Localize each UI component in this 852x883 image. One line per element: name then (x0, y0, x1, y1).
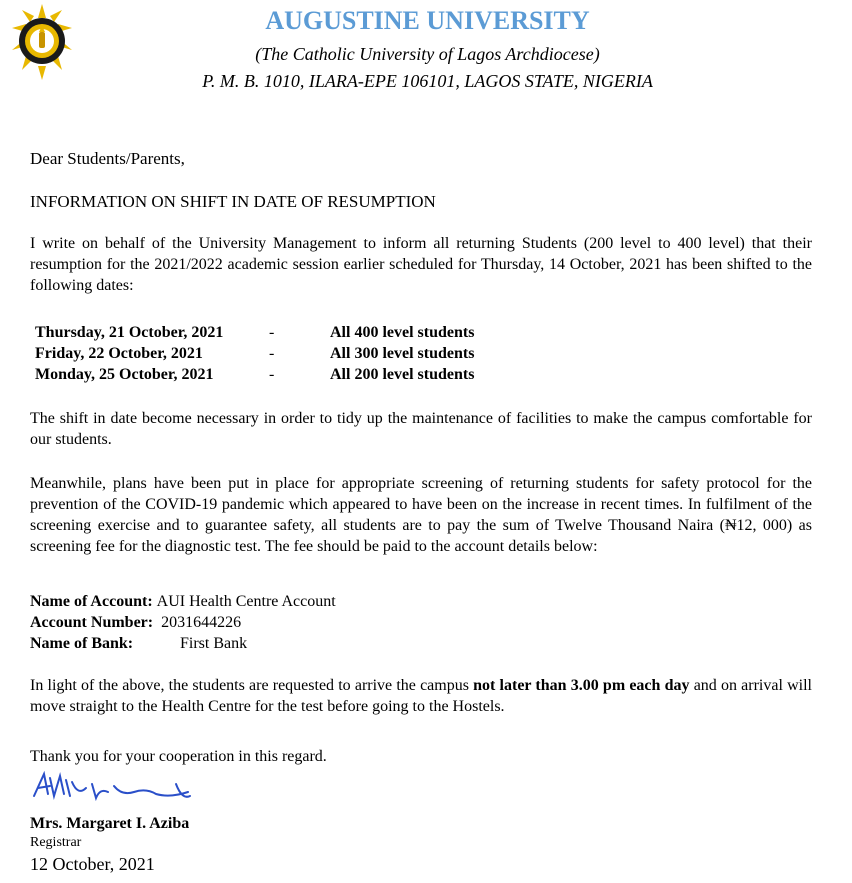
schedule-separator: - (269, 366, 275, 383)
account-details (30, 591, 336, 654)
schedule-separator: - (269, 324, 275, 341)
signature-image (30, 770, 200, 804)
letter-date: 12 October, 2021 (30, 854, 155, 874)
schedule-date: Thursday, 21 October, 2021 (35, 324, 224, 341)
account-number-value: 2031644226 (161, 614, 242, 631)
account-name-label: Name of Account: (30, 593, 153, 610)
schedule-row (35, 364, 474, 385)
university-address: P. M. B. 1010, ILARA-EPE 106101, LAGOS STATE, NIGERIA (202, 71, 653, 91)
schedule-date: Friday, 22 October, 2021 (35, 345, 203, 362)
bank-name-label: Name of Bank: (30, 635, 134, 652)
schedule-group: All 400 level students (330, 324, 475, 341)
schedule-group: All 200 level students (330, 366, 475, 383)
bank-name-row (30, 633, 336, 654)
account-number-row (30, 612, 336, 633)
arrival-deadline: not later than 3.00 pm each day (473, 677, 690, 694)
university-subtitle: (The Catholic University of Lagos Archdiocese) (255, 44, 600, 64)
schedule-separator: - (269, 345, 275, 362)
resumption-schedule (35, 322, 474, 385)
arrival-text-end: and on arrival will move straight to the Health Centre for the test before going to the Hostels. (30, 677, 812, 715)
thanks-line: Thank you for your cooperation in this regard. (30, 748, 327, 765)
letter-subject: INFORMATION ON SHIFT IN DATE OF RESUMPTION (30, 192, 436, 211)
salutation: Dear Students/Parents, (30, 149, 185, 168)
bank-name-value: First Bank (180, 635, 248, 652)
intro-paragraph: I write on behalf of the University Management to inform all returning Students (200 level to 400 level) that their resumption for the 2021/2022 academic session earlier scheduled for Thursday, 14 October, 2021 has been shifted to the following dates: (30, 235, 812, 294)
schedule-row (35, 322, 474, 343)
account-name-value: AUI Health Centre Account (156, 593, 336, 610)
schedule-date: Monday, 25 October, 2021 (35, 366, 214, 383)
signer-role: Registrar (30, 835, 82, 850)
account-number-label: Account Number: (30, 614, 154, 631)
arrival-text: In light of the above, the students are requested to arrive the campus (30, 677, 474, 694)
screening-paragraph: Meanwhile, plans have been put in place for appropriate screening of returning students for safety protocol for the prevention of the COVID-19 pandemic which appeared to have been on the increase in recent times. In fulfilment of the screening exercise and to guarantee safety, all students are to pay the sum of Twelve Thousand Naira (₦12, 000) as screening fee for the diagnostic test. The fee should be paid to the account details below: (30, 475, 812, 555)
signer-name: Mrs. Margaret I. Aziba (30, 815, 190, 832)
arrival-paragraph (30, 675, 812, 717)
university-name: AUGUSTINE UNIVERSITY (265, 6, 590, 35)
schedule-group: All 300 level students (330, 345, 475, 362)
schedule-row (35, 343, 474, 364)
account-name-row (30, 591, 336, 612)
reason-paragraph: The shift in date become necessary in order to tidy up the maintenance of facilities to make the campus comfortable for our students. (30, 410, 812, 448)
